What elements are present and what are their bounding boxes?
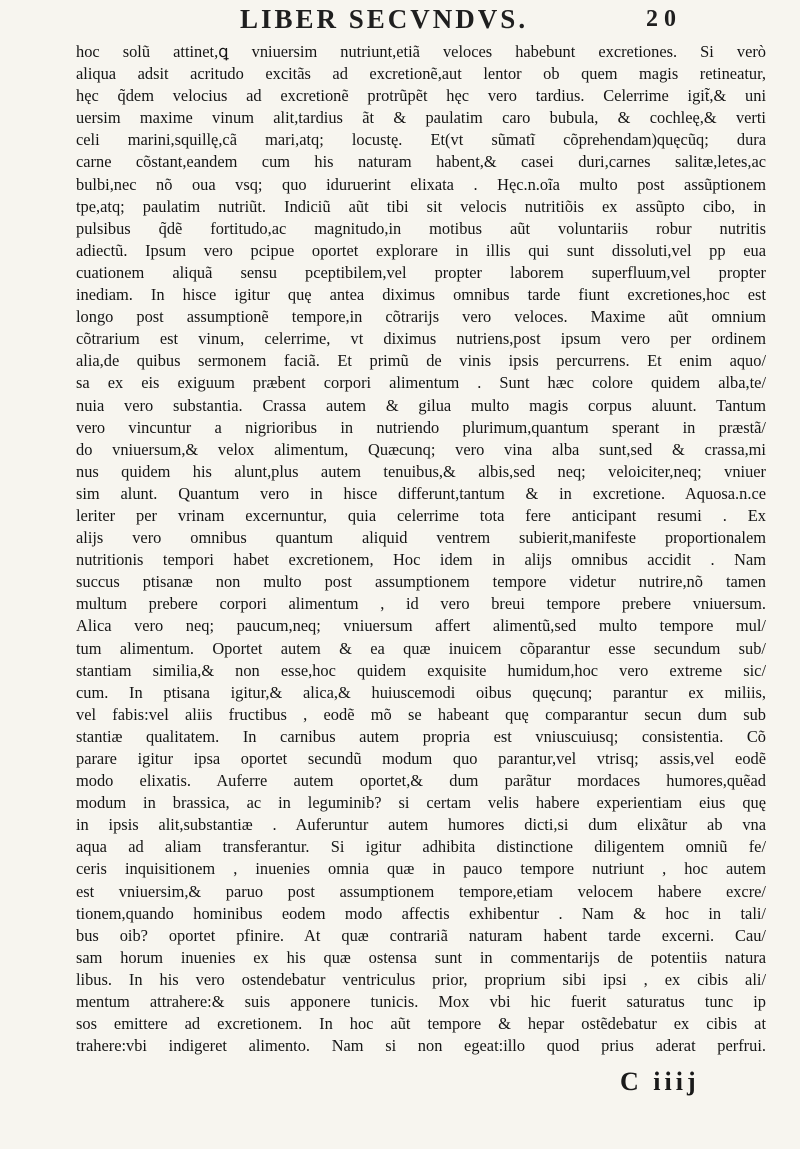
text-line: tum alimentum. Oportet autem & ea quæ inuicem cõparantur esse secundum sub/ bbox=[76, 638, 766, 658]
text-line: leriter per vrinam excernuntur, quia celerrime tota fere anticipant resumi . Ex bbox=[76, 505, 766, 525]
text-line: aqua ad aliam transferantur. Si igitur adhibita distinctione diligentem omniũ fe/ bbox=[76, 837, 766, 857]
text-line: tpe,atq; paulatim nutriũt. Indiciũ aũt tibi sit velocis nutritiõis ex assũpto cibo, in bbox=[76, 196, 766, 216]
text-line: aliqua adsit acritudo excitãs ad excretionẽ,aut lentor ob quem magis retineatur, bbox=[76, 64, 766, 84]
running-head bbox=[0, 0, 800, 40]
text-line: bus oib? oportet pfinire. At quæ contrariã naturam habent tarde excerni. Cau/ bbox=[76, 925, 766, 945]
text-line: nutritionis tempori habet excretionem, Hoc idem in alijs omnibus accidit . Nam bbox=[76, 550, 766, 570]
text-line: sam horum inuenies ex his quæ ostensa sunt in commentarijs de potentiis natura bbox=[76, 947, 766, 967]
text-line: nus quidem his alunt,plus autem tenuibus,& albis,sed neq; veloiciter,neq; vniuer bbox=[76, 461, 766, 481]
text-line: ceris inquisitionem , inuenies omnia quæ in pauco tempore nutriunt , hoc autem bbox=[76, 859, 766, 879]
text-line: in ipsis alit,substantiæ . Auferuntur autem humores dicti,si dum elixãtur ab vna bbox=[76, 815, 766, 835]
text-line: sim alunt. Quantum vero in hisce differunt,tantum & in excretione. Aquosa.n.ce bbox=[76, 483, 766, 503]
text-line: parare igitur ipsa oportet secundũ modum quo parantur,vel vtrisq; assis,vel eodẽ bbox=[76, 749, 766, 768]
text-line: multum prebere corpori alimentum , id vero breui tempore prebere vniuersum. bbox=[76, 594, 766, 614]
text-line: inediam. In hisce igitur quę antea diximus omnibus tarde fiunt excretiones,hoc est bbox=[76, 285, 766, 305]
text-line: pulsibus q̃dẽ fortitudo,ac magnitudo,in motibus aũt voluntariis robur nutritis bbox=[76, 218, 766, 238]
text-line: uersim maxime vinum alit,tardius ãt & paulatim caro bubula, & cochleę,& verti bbox=[76, 108, 766, 128]
text-line: alia,de quibus sermonem faciã. Et primũ de vinis ipsis percurrens. Et enim aquo/ bbox=[76, 351, 766, 371]
text-line: est vniuersim,& paruo post assumptionem tempore,etiam velocem habere excre/ bbox=[76, 881, 766, 901]
running-title: LIBER SECVNDVS. bbox=[240, 4, 529, 34]
text-line: bulbi,nec nõ oua vsq; quo iduruerint elixata . Hęc.n.oĩa multo post assũptionem bbox=[76, 174, 766, 194]
text-line: tionem,quando hominibus eodem modo affectis exhibentur . Nam & hoc in tali/ bbox=[76, 903, 766, 923]
text-line: trahere:vbi indigeret alimento. Nam si non egeat:illo quod prius aderat perfrui. bbox=[76, 1036, 766, 1056]
text-line: celi marini,squillę,cã mari,atq; locustę. Et(vt sũmatĩ cõprehendam)quęcũq; dura bbox=[76, 130, 766, 150]
text-line: modum in brassica, ac in leguminib? si certam velis habere experientiam eius quę bbox=[76, 793, 766, 813]
text-line: carne cõstant,eandem cum his naturam habent,& casei duri,carnes salitæ,letes,ac bbox=[76, 152, 766, 172]
text-line: vel fabis:vel aliis fructibus , eodẽ mõ se habeant quę comparantur secun dum sub bbox=[76, 704, 766, 724]
text-line: mentum attrahere:& suis apponere tunicis. Mox vbi hic fuerit saturatus tunc ip bbox=[76, 992, 766, 1012]
text-line: modo elixatis. Auferre autem oportet,& dum parãtur mordaces humores,quẽad bbox=[76, 771, 766, 791]
body-text bbox=[76, 41, 766, 1057]
text-line: hęc q̃dem velocius ad excretionẽ protrũpẽt hęc vero tardius. Celerrime igit̃,& uni bbox=[76, 86, 766, 106]
text-line: Alica vero neq; paucum,neq; vniuersum affert alimentũ,sed multo tempore mul/ bbox=[76, 616, 766, 636]
text-line: libus. In his vero ostendebatur ventriculus prior, proprium sibi ipsi , ex cibis ali/ bbox=[76, 969, 766, 989]
text-line: sa ex eis exiguum præbent corpori alimentum . Sunt hæc colore quidem alba,te/ bbox=[76, 373, 766, 393]
text-line: succus ptisanæ non multo post assumptionem tempore videtur nutrire,nõ tamen bbox=[76, 572, 766, 592]
signature-mark: C iiij bbox=[620, 1067, 700, 1096]
text-line: adiectũ. Ipsum vero pcipue oportet explorare in illis qui sunt dissoluti,vel pp eua bbox=[76, 240, 766, 260]
text-line: nuia vero substantia. Crassa autem & gilua multo magis corpus aluunt. Tantum bbox=[76, 395, 766, 415]
text-line: do vniuersum,& velox alimentum, Quæcunq; vero vina alba sunt,sed & crassa,mi bbox=[76, 439, 766, 459]
text-line: cuationem aliquã sensu pceptibilem,vel propter laborem superfluum,vel propter bbox=[76, 262, 766, 282]
text-line: longo post assumptionẽ tempore,in cõtrarijs vero veloces. Maxime aũt omnium bbox=[76, 307, 766, 327]
text-line: alijs vero omnibus quantum aliquid ventrem subierit,manifeste proportionalem bbox=[76, 528, 766, 548]
text-line: cum. In ptisana igitur,& alica,& huiuscemodi oibus quęcunq; parantur ex miliis, bbox=[76, 682, 766, 702]
text-line: stantiæ qualitatem. In carnibus autem propria est vniuscuiusq; consistentia. Cõ bbox=[76, 726, 766, 746]
text-line: sos emittere ad excretionem. In hoc aũt tempore & hepar ostẽdebatur ex cibis at bbox=[76, 1014, 766, 1034]
folio-number: 20 bbox=[646, 6, 682, 32]
text-line: cõtrarium est vinum, celerrime, vt diximus nutriens,post ipsum vero per ordinem bbox=[76, 329, 766, 349]
text-line: hoc solũ attinet,ꝗ vniuersim nutriunt,etiã veloces habebunt excretiones. Si verò bbox=[76, 42, 766, 61]
text-line: stantiam similia,& non esse,hoc quidem exquisite humidum,hoc vero extreme sic/ bbox=[76, 660, 766, 680]
text-line: vero vincuntur a nigrioribus in nutriendo plurimum,quantum sperant in præstã/ bbox=[76, 417, 766, 437]
